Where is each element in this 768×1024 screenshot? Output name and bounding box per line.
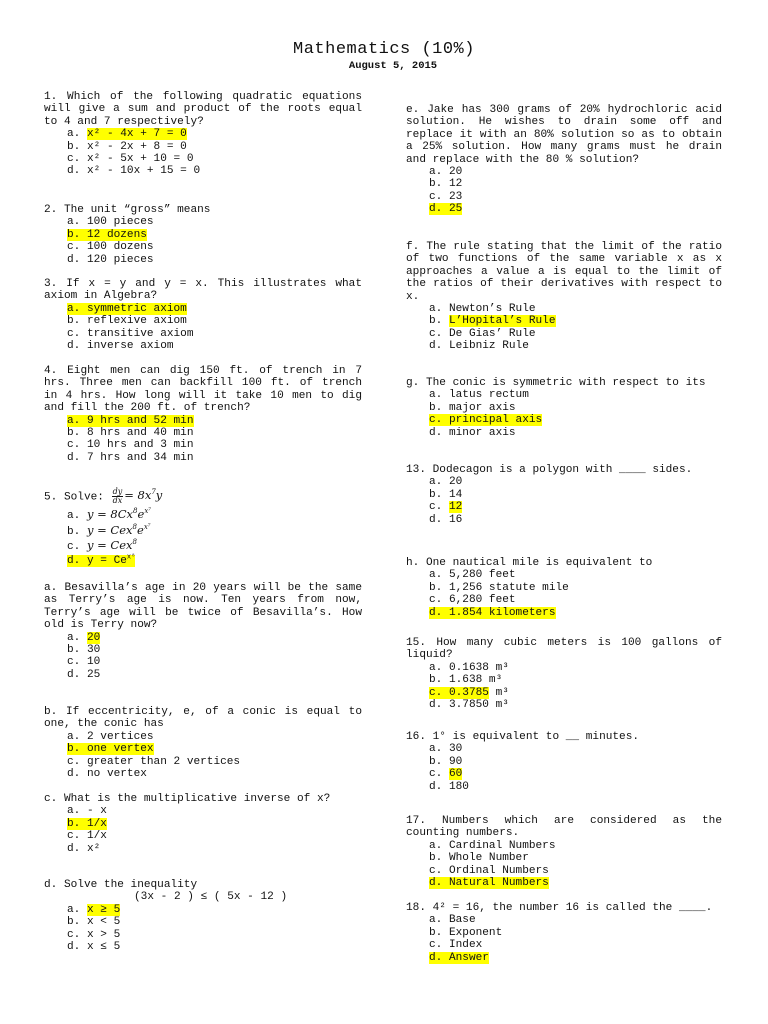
option-b: b. Whole Number (429, 852, 529, 865)
option-a: a. 100 pieces (67, 216, 154, 229)
option-d: d. inverse axiom (67, 340, 174, 353)
question-15 (406, 637, 722, 711)
option-c: c. x > 5 (67, 928, 121, 941)
option-c: c. 10 hrs and 3 min (67, 439, 194, 452)
question-b-eccentricity (44, 706, 362, 780)
answer-highlight: x ≥ 5 (86, 903, 121, 916)
page-title: Mathematics (10%) (293, 40, 475, 59)
option-d: d. minor axis (429, 426, 516, 439)
answer-highlight: b. 1/x (67, 817, 107, 830)
option-d: d. 120 pieces (67, 253, 154, 266)
question-stem: g. The conic is symmetric with respect to its (406, 377, 706, 389)
option-c: c. 100 dozens (67, 241, 154, 254)
option-d: d. 25 (67, 668, 101, 681)
option-c: c. 1/x (67, 830, 107, 843)
answer-highlight: a. 9 hrs and 52 min (67, 414, 194, 427)
question-stem: d. Solve the inequality (44, 879, 198, 891)
option-b: b. 30 (67, 644, 101, 657)
option-c: c. 0.3785 m³ (429, 686, 509, 699)
option-b: b. x² - 2x + 8 = 0 (67, 140, 187, 153)
question-16 (406, 731, 722, 793)
answer-highlight: 12 (448, 501, 463, 514)
inequality-expression: (3x - 2 ) ≤ ( 5x - 12 ) (134, 891, 288, 904)
question-5 (44, 488, 362, 568)
answer-highlight: d. 25 (429, 203, 463, 216)
option-c: c. greater than 2 vertices (67, 755, 241, 768)
answer-highlight: a. symmetric axiom (67, 302, 187, 315)
option-b: b. Exponent (429, 926, 503, 939)
answer-highlight: 60 (448, 768, 463, 781)
option-a: a. Base (429, 914, 476, 927)
question-stem: 18. 4² = 16, the number 16 is called the ____. (406, 902, 713, 914)
answer-highlight: L’Hopital’s Rule (448, 315, 556, 328)
option-a: a. 0.1638 m³ (429, 661, 509, 674)
question-h-nautical-mile (406, 557, 722, 619)
option-a: a. 20 (429, 166, 463, 179)
question-2 (44, 204, 362, 266)
option-a: a. $y = 8Cx^8e^{x^7}$ (67, 507, 152, 522)
option-a: a. 30 (429, 743, 463, 756)
question-e-solution (406, 104, 722, 216)
option-d: d. no vertex (67, 768, 147, 781)
question-d-inequality (44, 879, 362, 953)
question-stem: b. If eccentricity, e, of a conic is equal to one, the conic has (44, 706, 362, 731)
question-17 (406, 815, 722, 889)
option-c: c. transitive axiom (67, 327, 194, 340)
option-a: a. latus rectum (429, 389, 529, 402)
answer-highlight: d. Natural Numbers (429, 877, 549, 890)
answer-highlight: d. 1.854 kilometers (429, 606, 556, 619)
question-stem: e. Jake has 300 grams of 20% hydrochloric acid solution. He wishes to drain some off and replace it with an 80% solution so as to obtain a 25% solution. How many grams must he drain and replace with the 80 % solution? (406, 104, 722, 166)
question-f-limit-rule (406, 241, 722, 353)
option-b: b. 1,256 statute mile (429, 581, 569, 594)
question-18 (406, 902, 722, 964)
option-a: a. 20 (429, 476, 463, 489)
question-g-conic (406, 377, 722, 439)
option-a: a. Newton’s Rule (429, 303, 536, 316)
answer-highlight: c. principal axis (429, 414, 543, 427)
question-stem: 13. Dodecagon is a polygon with ____ sides. (406, 464, 693, 476)
option-d: d. 3.7850 m³ (429, 699, 509, 712)
question-13 (406, 464, 722, 526)
question-stem: 17. Numbers which are considered as the counting numbers. (406, 815, 722, 840)
question-3 (44, 278, 362, 352)
derivative-fraction: $\frac{dy}{dx}$ (112, 487, 123, 505)
answer-highlight: d. $y = Ce^{x^8}$ (67, 552, 136, 567)
option-b: b. 8 hrs and 40 min (67, 427, 194, 440)
answer-highlight: b. 12 dozens (67, 228, 147, 241)
question-4 (44, 365, 362, 464)
answer-highlight: c. 0.3785 (429, 686, 489, 699)
question-stem: 1. Which of the following quadratic equations will give a sum and product of the roots equal to 4 and 7 respectively? (44, 91, 362, 128)
option-a: a. Cardinal Numbers (429, 839, 556, 852)
option-d: d. 180 (429, 780, 469, 793)
question-stem: 2. The unit “gross” means (44, 204, 211, 216)
option-d: d. 7 hrs and 34 min (67, 451, 194, 464)
option-d: d. x ≤ 5 (67, 941, 121, 954)
option-b: b. major axis (429, 401, 516, 414)
option-c: c. 12 (429, 501, 463, 514)
option-a: a. x ≥ 5 (67, 903, 121, 916)
option-c: c. 6,280 feet (429, 594, 516, 607)
answer-highlight: b. one vertex (67, 743, 154, 756)
option-a: a. x² - 4x + 7 = 0 (67, 128, 187, 141)
answer-highlight: 20 (86, 631, 101, 644)
question-stem: a. Besavilla’s age in 20 years will be the same as Terry’s age is now. Ten years from now, Terry’s age will be twice of Besavilla’s. How old is Terry now? (44, 582, 362, 632)
question-1 (44, 91, 362, 178)
option-c: c. De Gias’ Rule (429, 327, 536, 340)
option-c: c. Index (429, 939, 483, 952)
option-c: c. 23 (429, 190, 463, 203)
option-a: a. 5,280 feet (429, 569, 516, 582)
option-d: d. x² (67, 842, 101, 855)
question-stem: 3. If x = y and y = x. This illustrates what axiom in Algebra? (44, 278, 362, 303)
option-b: b. reflexive axiom (67, 315, 187, 328)
option-b: b. L’Hopital’s Rule (429, 315, 556, 328)
option-c: c. y = Cex$^8$ (67, 538, 137, 553)
answer-highlight: d. Answer (429, 951, 489, 964)
question-stem: c. What is the multiplicative inverse of x? (44, 793, 331, 805)
option-a: a. - x (67, 805, 107, 818)
option-d: d. Leibniz Rule (429, 340, 529, 353)
option-d: d. 16 (429, 513, 463, 526)
option-a: a. 20 (67, 631, 101, 644)
question-stem: f. The rule stating that the limit of the ratio of two functions of the same variable x as x approaches a value a is equal to the limit of the ratios of their derivatives with respect to x. (406, 241, 722, 303)
option-b: b. 90 (429, 755, 463, 768)
option-c: c. 10 (67, 656, 101, 669)
option-c: c. Ordinal Numbers (429, 864, 549, 877)
question-stem: 5. Solve: $\frac{dy}{dx}$ = $8x^7y$ (44, 487, 163, 505)
answer-highlight: x² - 4x + 7 = 0 (86, 128, 187, 141)
option-b: b. 12 (429, 178, 463, 191)
option-c: c. 60 (429, 768, 463, 781)
question-stem: 15. How many cubic meters is 100 gallons of liquid? (406, 637, 722, 662)
question-stem: h. One nautical mile is equivalent to (406, 557, 653, 569)
option-b: b. 1.638 m³ (429, 674, 503, 687)
question-c-inverse (44, 793, 362, 855)
question-stem: 16. 1° is equivalent to __ minutes. (406, 731, 640, 743)
question-stem: 4. Eight men can dig 150 ft. of trench in 7 hrs. Three men can backfill 100 ft. of trench in 4 hrs. How long will it take 10 men to dig and fill the 200 ft. of trench? (44, 365, 362, 415)
option-c: c. x² - 5x + 10 = 0 (67, 153, 194, 166)
option-d (67, 552, 362, 569)
option-b: b. $y = Cex^8e^{x^7}$ (67, 522, 151, 538)
option-b: b. x < 5 (67, 916, 121, 929)
question-a-age (44, 582, 362, 681)
option-b: b. 14 (429, 488, 463, 501)
option-d: d. x² - 10x + 15 = 0 (67, 165, 201, 178)
page-date: August 5, 2015 (348, 60, 438, 72)
option-a: a. 2 vertices (67, 730, 154, 743)
